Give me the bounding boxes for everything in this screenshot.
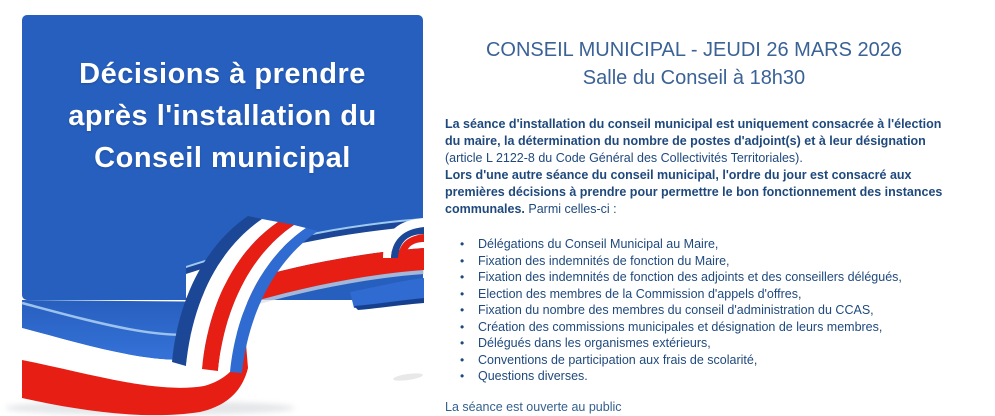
paragraph-installation — [445, 116, 943, 167]
list-item: • Election des membres de la Commission d'appels d'offres, — [445, 286, 943, 303]
list-item: • Fixation des indemnités de fonction des adjoints et des conseillers délégués, — [445, 269, 943, 286]
paragraph-next-session-tail: Parmi celles-ci : — [528, 202, 617, 216]
list-item: • Délégués dans les organismes extérieurs, — [445, 335, 943, 352]
meeting-title-line: CONSEIL MUNICIPAL - JEUDI 26 MARS 2026 — [485, 39, 903, 61]
banner-title-line-2: après l'installation du — [68, 100, 377, 132]
list-item: • Fixation du nombre des membres du conseil d'administration du CCAS, — [445, 302, 943, 319]
meeting-location-line: Salle du Conseil à 18h30 — [582, 67, 806, 89]
banner-panel — [0, 0, 430, 416]
list-item: • Délégations du Conseil Municipal au Maire, — [445, 236, 943, 253]
decision-list — [445, 236, 943, 385]
paragraph-installation-bold: La séance d'installation du conseil municipal est uniquement consacrée à l'élection du maire, la détermination du nombre de postes d'adjoint(s) et à leur désignation — [445, 117, 942, 148]
page-title — [445, 36, 943, 92]
public-notice: La séance est ouverte au public — [445, 399, 622, 414]
list-item: • Fixation des indemnités de fonction du Maire, — [445, 253, 943, 270]
banner-title — [22, 15, 423, 179]
paragraph-next-session — [445, 167, 943, 218]
list-item: • Conventions de participation aux frais de scolarité, — [445, 352, 943, 369]
paragraph-installation-ref: (article L 2122-8 du Code Général des Collectivités Territoriales). — [445, 151, 803, 165]
intro-paragraphs — [445, 116, 943, 218]
paragraph-next-session-bold: Lors d'une autre séance du conseil municipal, l'ordre du jour est consacré aux premières décisions à prendre pour permettre le bon fonctionnement des instances communales. — [445, 168, 943, 216]
banner-title-line-1: Décisions à prendre — [79, 58, 366, 90]
content-column — [445, 36, 943, 416]
banner-title-line-3: Conseil municipal — [94, 142, 351, 174]
list-item: • Création des commissions municipales et désignation de leurs membres, — [445, 319, 943, 336]
list-item: • Questions diverses. — [445, 368, 943, 385]
